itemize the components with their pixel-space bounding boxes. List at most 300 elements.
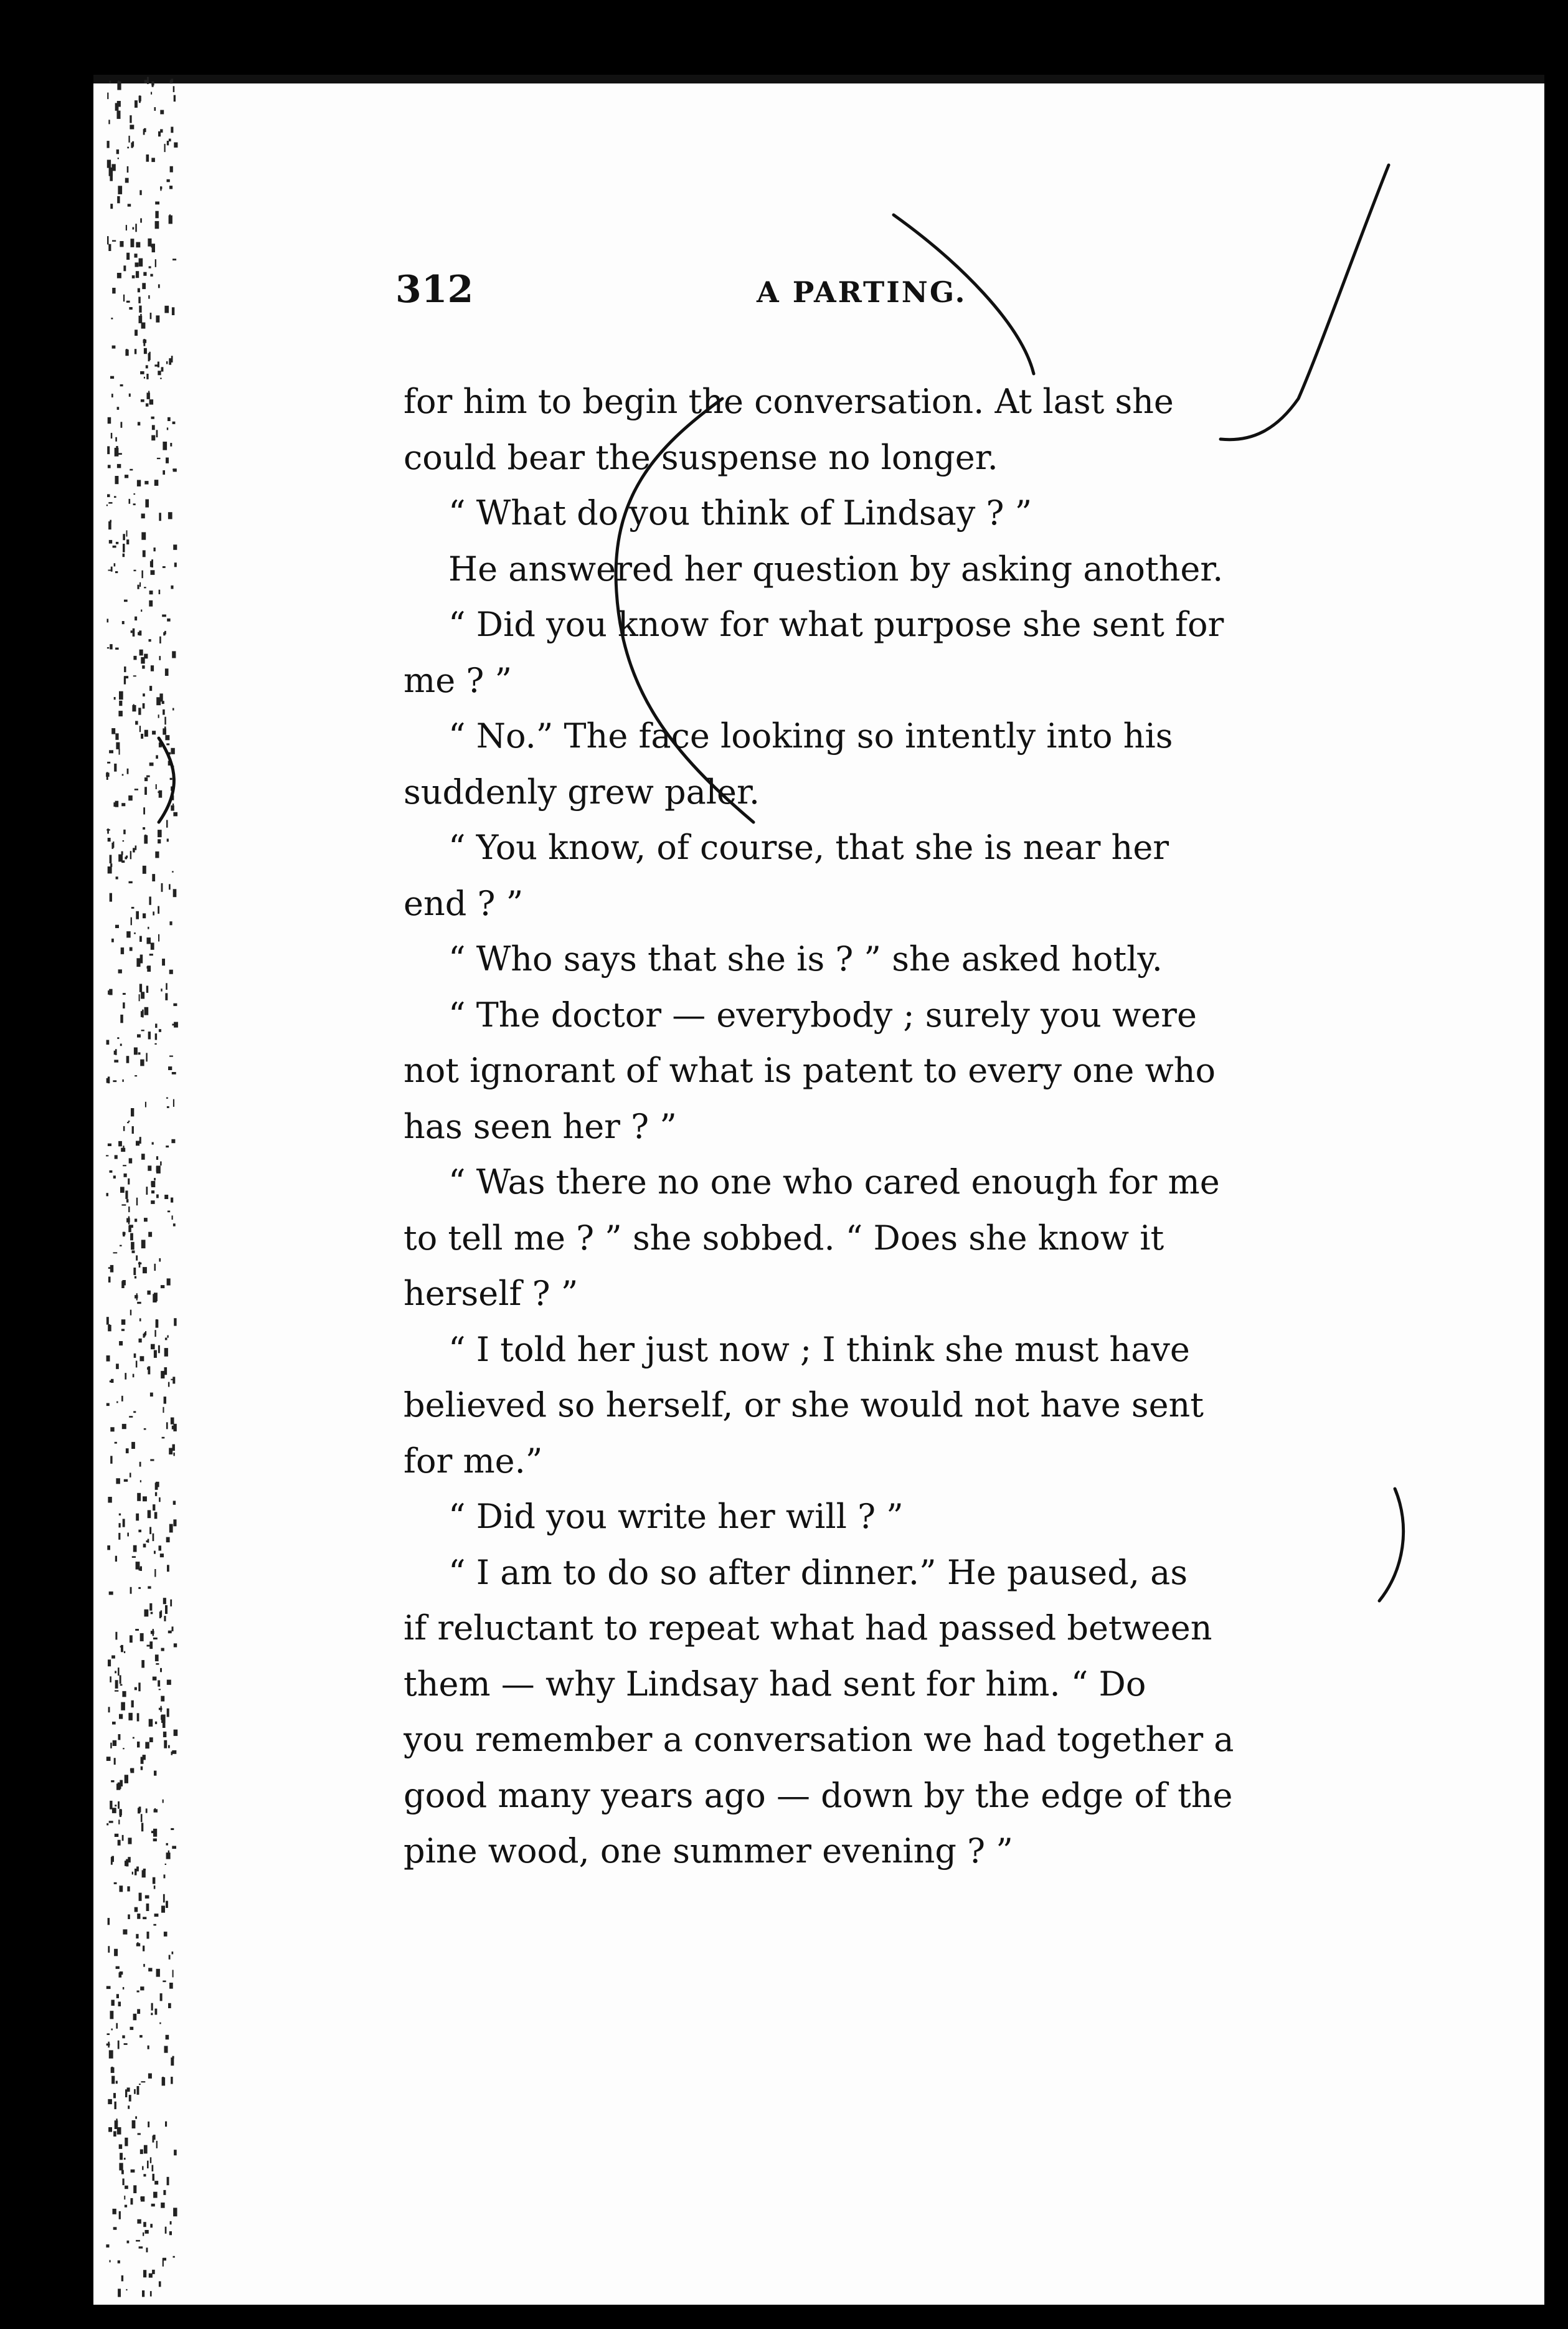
scan-speck: [143, 1917, 146, 1919]
scan-speck: [143, 1267, 147, 1273]
scan-speck: [107, 762, 110, 764]
scan-speck: [126, 253, 130, 260]
scan-speck: [131, 2198, 133, 2204]
scan-speck: [113, 1252, 118, 1253]
scan-speck: [111, 433, 113, 439]
scan-speck: [136, 1514, 139, 1521]
scan-speck: [159, 2023, 161, 2024]
scan-speck: [124, 1479, 128, 1482]
scan-speck: [130, 125, 134, 129]
scan-speck: [172, 1970, 174, 1977]
scan-speck: [119, 1810, 122, 1816]
scan-speck: [122, 1835, 124, 1841]
scan-speck: [120, 1187, 125, 1193]
scan-speck: [172, 259, 176, 260]
scan-speck: [173, 1003, 177, 1006]
text-line: “ The doctor — everybody ; surely you were: [448, 995, 1197, 1035]
scan-speck: [141, 1823, 143, 1831]
scan-speck: [115, 801, 119, 807]
scan-speck: [160, 378, 162, 379]
scan-speck: [149, 1527, 151, 1534]
scan-speck: [144, 1610, 149, 1617]
scan-speck: [123, 840, 125, 842]
scan-speck: [137, 1914, 140, 1919]
scan-speck: [152, 425, 155, 430]
scan-speck: [134, 570, 136, 571]
scan-speck: [108, 1918, 110, 1925]
scan-speck: [140, 955, 143, 964]
scan-speck: [153, 1629, 154, 1636]
scan-speck: [156, 1320, 159, 1328]
scan-speck: [128, 1207, 130, 1212]
scan-speck: [166, 820, 168, 827]
scan-speck: [168, 1631, 172, 1633]
scan-speck: [120, 1684, 123, 1686]
scan-speck: [111, 1857, 113, 1865]
scan-speck: [141, 1814, 143, 1822]
scan-speck: [128, 1225, 131, 1232]
scan-speck: [143, 1334, 145, 1338]
scan-speck: [139, 1462, 141, 1467]
scan-speck: [121, 1329, 125, 1331]
scan-speck: [169, 186, 172, 189]
scan-speck: [120, 1885, 123, 1892]
scan-speck: [170, 2221, 172, 2224]
scan-speck: [118, 186, 122, 194]
scan-speck: [153, 1829, 157, 1837]
scan-speck: [113, 2131, 116, 2137]
scan-speck: [173, 1453, 174, 1456]
scan-speck: [113, 1740, 116, 1746]
scan-speck: [162, 701, 164, 704]
scan-speck: [171, 1139, 175, 1143]
scan-speck: [113, 2227, 117, 2230]
scan-speck: [140, 2150, 143, 2155]
scan-speck: [123, 830, 126, 835]
scan-speck: [151, 1344, 155, 1350]
scan-speck: [151, 570, 155, 575]
scan-speck: [154, 1808, 156, 1810]
scan-speck: [111, 2067, 113, 2069]
scan-speck: [167, 1709, 169, 1717]
scan-speck: [107, 93, 108, 100]
scan-speck: [124, 1651, 125, 1653]
scan-speck: [151, 559, 153, 567]
scan-speck: [112, 1808, 116, 1813]
scan-speck: [121, 422, 123, 428]
scan-speck: [172, 307, 174, 315]
scan-speck: [164, 1367, 168, 1375]
scan-speck: [165, 993, 168, 1000]
scan-speck: [140, 314, 141, 318]
scan-speck: [111, 318, 113, 320]
scan-speck: [156, 755, 158, 759]
scan-speck: [133, 1411, 136, 1413]
scan-speck: [107, 647, 109, 648]
scan-speck: [167, 1335, 168, 1338]
scan-speck: [171, 586, 173, 589]
scan-speck: [166, 1422, 168, 1429]
scan-speck: [130, 1768, 131, 1772]
scan-speck: [137, 1991, 139, 1993]
scan-speck: [161, 367, 164, 371]
scan-speck: [172, 1215, 173, 1220]
scan-speck: [131, 1242, 135, 1250]
scan-speck: [159, 637, 161, 643]
scan-speck: [137, 2086, 139, 2095]
scan-speck: [110, 81, 111, 83]
scan-speck: [121, 1645, 123, 1652]
scan-speck: [136, 1141, 139, 1146]
scan-speck: [147, 1932, 149, 1939]
scan-speck: [163, 2258, 164, 2267]
scan-speck: [143, 1964, 145, 1967]
scan-speck: [109, 989, 112, 995]
scan-speck: [126, 2289, 127, 2290]
scan-speck: [119, 1523, 121, 1527]
scan-binding-edge: [93, 75, 193, 2305]
scan-speck: [115, 1632, 117, 1640]
scan-speck: [173, 544, 177, 550]
scan-speck: [140, 1480, 141, 1482]
scan-speck: [161, 1371, 164, 1378]
scan-speck: [128, 1217, 130, 1225]
scan-speck: [161, 1905, 165, 1912]
scan-speck: [126, 856, 128, 858]
scan-speck: [114, 764, 116, 772]
scan-speck: [120, 384, 123, 386]
scan-speck: [138, 1052, 141, 1055]
scan-speck: [168, 1066, 172, 1070]
scan-speck: [169, 970, 173, 974]
scan-speck: [165, 1605, 168, 1614]
scan-speck: [108, 1659, 111, 1666]
scan-speck: [125, 2138, 128, 2146]
scan-speck: [144, 587, 146, 588]
scan-speck: [110, 2011, 114, 2019]
scan-speck: [172, 1377, 175, 1383]
scan-speck: [130, 1473, 131, 1477]
scan-speck: [131, 907, 135, 909]
scan-speck: [139, 2084, 141, 2085]
scan-speck: [163, 1981, 166, 1983]
scan-speck: [138, 288, 140, 293]
scan-speck: [131, 1108, 134, 1116]
scan-speck: [163, 1894, 165, 1903]
scan-speck: [143, 129, 145, 135]
scan-speck: [126, 931, 131, 937]
scan-speck: [142, 665, 144, 668]
scan-speck: [144, 730, 148, 737]
scan-speck: [146, 154, 149, 162]
scan-speck: [106, 1078, 110, 1083]
scan-speck: [107, 619, 109, 622]
scan-speck: [115, 1834, 119, 1837]
scan-speck: [118, 1141, 122, 1147]
scan-speck: [130, 1310, 131, 1316]
scan-speck: [151, 1612, 153, 1615]
scan-speck: [173, 86, 175, 92]
scan-speck: [112, 240, 116, 242]
scan-speck: [135, 1219, 137, 1222]
scan-speck: [150, 2157, 151, 2163]
scan-speck: [156, 697, 161, 705]
scan-speck: [143, 807, 145, 814]
scan-speck: [116, 1364, 119, 1369]
scan-speck: [147, 1291, 151, 1295]
scan-speck: [174, 2150, 177, 2155]
scan-speck: [106, 1155, 108, 1156]
scan-speck: [159, 590, 161, 594]
scan-speck: [139, 259, 143, 267]
scan-speck: [170, 1600, 172, 1606]
scan-speck: [148, 1165, 151, 1170]
scan-speck: [146, 986, 148, 993]
scan-speck: [121, 2170, 124, 2175]
scan-speck: [171, 748, 174, 754]
scan-speck: [135, 262, 139, 267]
scan-speck: [167, 179, 170, 183]
scan-speck: [118, 2002, 121, 2007]
scan-speck: [115, 1155, 118, 1159]
scan-speck: [163, 470, 165, 475]
scan-speck: [137, 1302, 141, 1304]
scan-speck: [112, 1722, 116, 1725]
scan-speck: [138, 422, 140, 425]
text-line: not ignorant of what is patent to every one who: [404, 1051, 1216, 1090]
scan-speck: [158, 791, 161, 793]
scan-speck: [156, 1165, 161, 1174]
scan-speck: [162, 959, 165, 965]
scan-speck: [141, 1767, 143, 1770]
scan-speck: [135, 1907, 138, 1912]
scan-speck: [111, 394, 113, 397]
scan-speck: [115, 1690, 118, 1691]
text-line: believed so herself, or she would not have sent: [404, 1385, 1204, 1425]
scan-speck: [114, 1060, 118, 1062]
scan-speck: [109, 2050, 113, 2058]
scan-speck: [169, 1448, 172, 1455]
scan-speck: [146, 1808, 148, 1813]
scan-speck: [158, 839, 161, 843]
scan-speck: [144, 654, 148, 659]
scan-speck: [149, 266, 151, 268]
scan-speck: [144, 777, 148, 781]
scan-speck: [174, 1730, 178, 1736]
scan-speck: [124, 676, 128, 678]
scan-speck: [136, 1255, 138, 1260]
scan-speck: [141, 610, 142, 612]
scan-speck: [118, 2289, 121, 2297]
scan-speck: [110, 1801, 112, 1810]
scan-speck: [164, 1874, 166, 1878]
scan-speck: [137, 480, 141, 486]
scan-speck: [153, 911, 154, 915]
scan-speck: [128, 1713, 133, 1720]
scan-speck: [118, 1734, 121, 1740]
text-line: to tell me ? ” she sobbed. “ Does she know it: [404, 1218, 1164, 1258]
scan-speck: [106, 1823, 108, 1825]
page-number: 312: [395, 268, 474, 311]
scan-speck: [159, 513, 161, 521]
scan-speck: [155, 1722, 157, 1724]
scan-speck: [128, 795, 133, 800]
scan-speck: [154, 480, 159, 486]
scan-speck: [125, 349, 128, 356]
scan-speck: [155, 1023, 157, 1028]
scan-speck: [137, 1742, 139, 1748]
scan-speck: [108, 2099, 112, 2104]
scan-speck: [137, 2219, 141, 2224]
scan-speck: [129, 881, 133, 883]
scan-speck: [116, 1402, 118, 1403]
scan-speck: [152, 2165, 154, 2171]
scan-speck: [161, 2203, 164, 2208]
scan-speck: [149, 399, 154, 404]
scan-speck: [167, 1278, 171, 1285]
scan-speck: [140, 1060, 144, 1066]
scan-speck: [149, 896, 151, 904]
scan-speck: [169, 921, 172, 925]
text-line: them — why Lindsay had sent for him. “ Do: [404, 1664, 1146, 1704]
scan-speck: [106, 1193, 109, 1196]
scan-speck: [118, 158, 119, 159]
scan-speck: [143, 1544, 146, 1547]
scan-speck: [169, 216, 172, 224]
scan-speck: [112, 288, 115, 293]
scan-speck: [117, 196, 120, 203]
scan-speck: [171, 356, 173, 363]
scan-speck: [129, 499, 131, 504]
scan-speck: [123, 1519, 125, 1527]
scan-speck: [125, 178, 129, 183]
scan-speck: [148, 1587, 151, 1589]
scan-speck: [108, 1144, 111, 1146]
scan-speck: [132, 1872, 133, 1875]
scan-speck: [140, 218, 142, 222]
scan-speck: [123, 265, 126, 271]
text-line: me ? ”: [404, 660, 512, 700]
scan-speck: [108, 866, 112, 873]
scan-speck: [127, 2241, 130, 2243]
scan-speck: [164, 1616, 166, 1621]
scan-speck: [141, 1660, 144, 1667]
scan-speck: [119, 691, 123, 700]
text-line: has seen her ? ”: [404, 1106, 677, 1146]
scan-speck: [158, 284, 160, 288]
scan-speck: [121, 2275, 123, 2282]
scan-speck: [149, 1719, 153, 1727]
scan-speck: [154, 1914, 159, 1917]
scan-speck: [128, 136, 130, 143]
scan-speck: [165, 2227, 167, 2234]
scan-speck: [118, 453, 122, 455]
scan-speck: [143, 2222, 146, 2227]
scan-speck: [139, 1137, 141, 1144]
scan-speck: [109, 750, 113, 753]
scan-speck: [164, 1195, 168, 1199]
scan-speck: [119, 1341, 123, 1345]
scan-speck: [172, 766, 174, 773]
scan-speck: [166, 361, 168, 364]
scan-speck: [145, 1742, 149, 1749]
scan-speck: [141, 399, 144, 402]
scan-speck: [163, 1407, 164, 1413]
scan-speck: [125, 1373, 126, 1380]
scan-speck: [153, 1294, 156, 1302]
scan-speck: [117, 1037, 119, 1039]
scan-speck: [113, 2209, 116, 2214]
scan-speck: [173, 468, 177, 472]
scan-speck: [151, 158, 155, 162]
scan-speck: [144, 787, 147, 795]
scan-speck: [143, 1755, 146, 1760]
scan-speck: [119, 2163, 123, 2170]
scan-speck: [126, 301, 130, 303]
scan-speck: [110, 1265, 113, 1273]
scan-speck: [113, 1080, 116, 1082]
scan-speck: [108, 120, 110, 124]
scan-speck: [165, 735, 169, 740]
scan-speck: [155, 211, 158, 219]
scan-speck: [135, 224, 137, 232]
scan-speck: [141, 1154, 145, 1160]
scan-speck: [135, 1075, 137, 1076]
scan-speck: [149, 954, 153, 956]
scan-speck: [133, 227, 135, 230]
scan-speck: [107, 141, 110, 148]
scan-speck: [152, 1142, 154, 1145]
scan-speck: [159, 656, 161, 660]
scan-speck: [130, 851, 131, 859]
scan-speck: [128, 204, 131, 206]
scan-speck: [164, 717, 166, 725]
scan-speck: [152, 731, 156, 734]
scan-speck: [123, 1002, 125, 1008]
scan-speck: [160, 1553, 164, 1557]
scan-speck: [174, 95, 176, 102]
scan-speck: [137, 2009, 140, 2014]
scan-speck: [110, 204, 113, 209]
text-line: “ Was there no one who cared enough for me: [448, 1162, 1220, 1202]
scan-speck: [166, 983, 168, 990]
scan-speck: [135, 2117, 137, 2119]
scan-speck: [163, 2190, 166, 2195]
scan-speck: [152, 874, 155, 881]
scan-speck: [120, 2153, 123, 2160]
scan-speck: [134, 932, 136, 934]
scan-speck: [114, 563, 116, 566]
scan-speck: [139, 582, 141, 587]
scan-speck: [139, 726, 141, 732]
scan-speck: [119, 2211, 121, 2219]
scan-speck: [166, 1843, 168, 1846]
scan-speck: [154, 107, 156, 111]
scan-speck: [126, 1448, 129, 1453]
scan-speck: [123, 993, 126, 995]
scan-speck: [143, 693, 145, 696]
scan-speck: [115, 1442, 117, 1444]
scan-speck: [108, 838, 111, 842]
scan-speck: [171, 1828, 174, 1830]
scan-speck: [135, 1276, 136, 1279]
scan-speck: [129, 1416, 133, 1418]
scan-speck: [151, 2204, 155, 2207]
scan-speck: [127, 1533, 129, 1537]
scan-speck: [145, 1331, 146, 1335]
scan-speck: [125, 2186, 128, 2189]
scan-speck: [148, 295, 149, 299]
